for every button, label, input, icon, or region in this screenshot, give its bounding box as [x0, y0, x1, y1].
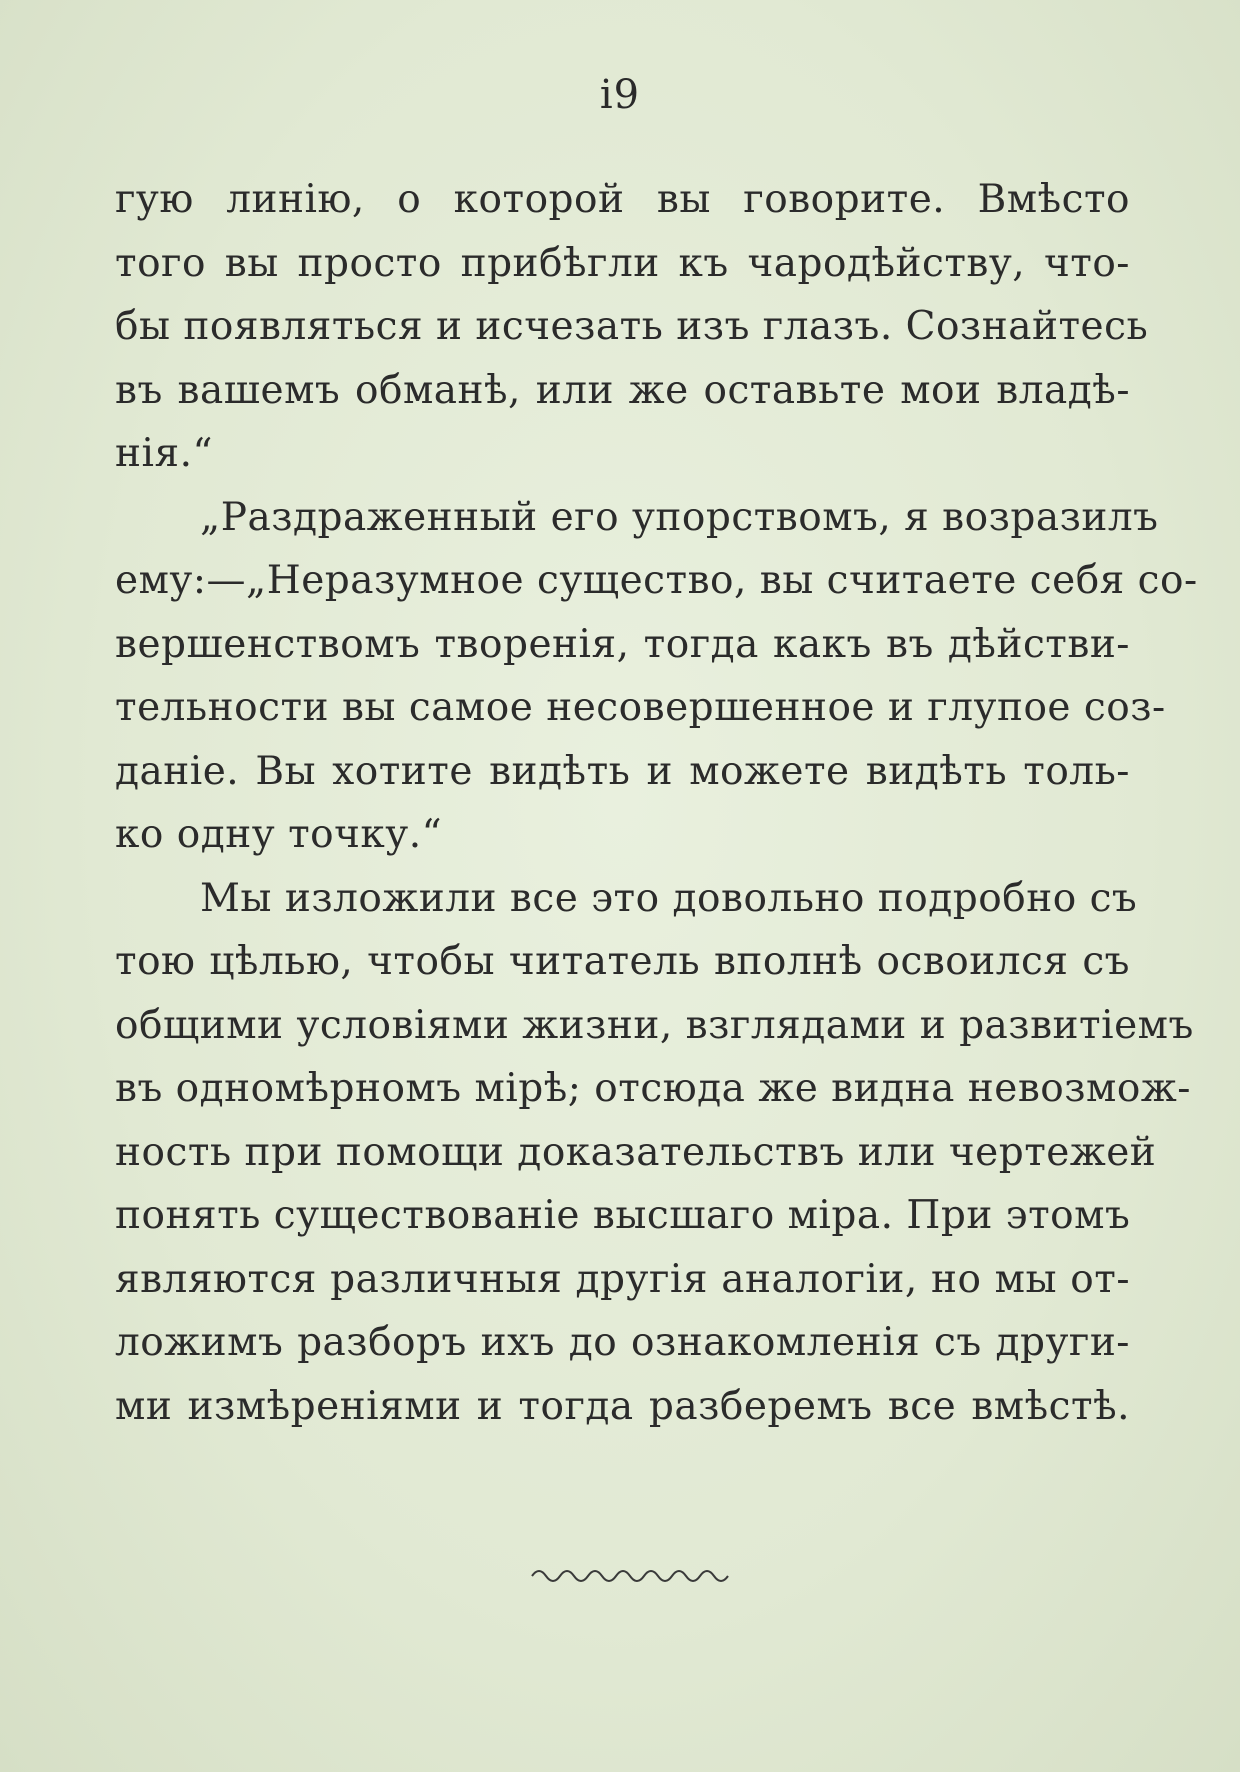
text-line: „Раздраженный его упорствомъ, я возразилъ [200, 494, 1159, 540]
text-line: ко одну точку.“ [115, 812, 443, 857]
text-line: гую линiю, о которой вы говорите. Вмѣсто [115, 177, 1130, 222]
text-line: бы появляться и исчезать изъ глазъ. Сознайтесь [115, 304, 1149, 349]
text-line: являются различныя другiя аналогiи, но мы от- [115, 1256, 1130, 1302]
ornament-divider [530, 1562, 750, 1584]
text-line: ложимъ разборъ ихъ до ознакомленiя съ други- [115, 1320, 1130, 1365]
text-line: тельности вы самое несовершенное и глупое соз- [115, 685, 1166, 730]
text-line: данiе. Вы хотите видѣть и можете видѣть толь- [115, 748, 1130, 794]
body-text [115, 168, 1198, 1438]
text-line: понять существованiе высшаго мiра. При этомъ [115, 1193, 1131, 1238]
text-line: въ вашемъ обманѣ, или же оставьте мои владѣ- [115, 367, 1130, 413]
text-line: вершенствомъ творенiя, тогда какъ въ дѣйстви- [115, 621, 1130, 667]
text-line: въ одномѣрномъ мiрѣ; отсюда же видна невозмож- [115, 1066, 1191, 1111]
text-line: нiя.“ [115, 431, 213, 476]
text-line: тою цѣлью, чтобы читатель вполнѣ освоился съ [115, 939, 1130, 984]
page-number: i9 [599, 72, 641, 118]
text-line: Мы изложили все это довольно подробно съ [200, 875, 1138, 921]
text-line: общими условiями жизни, взглядами и развитiемъ [115, 1002, 1194, 1048]
text-line: ми измѣренiями и тогда разберемъ все вмѣстѣ. [115, 1383, 1130, 1429]
text-line: того вы просто прибѣгли къ чародѣйству, что- [115, 240, 1130, 286]
text-line: ему:—„Неразумное существо, вы считаете себя со- [115, 558, 1198, 603]
text-line: ность при помощи доказательствъ или чертежей [115, 1129, 1157, 1175]
